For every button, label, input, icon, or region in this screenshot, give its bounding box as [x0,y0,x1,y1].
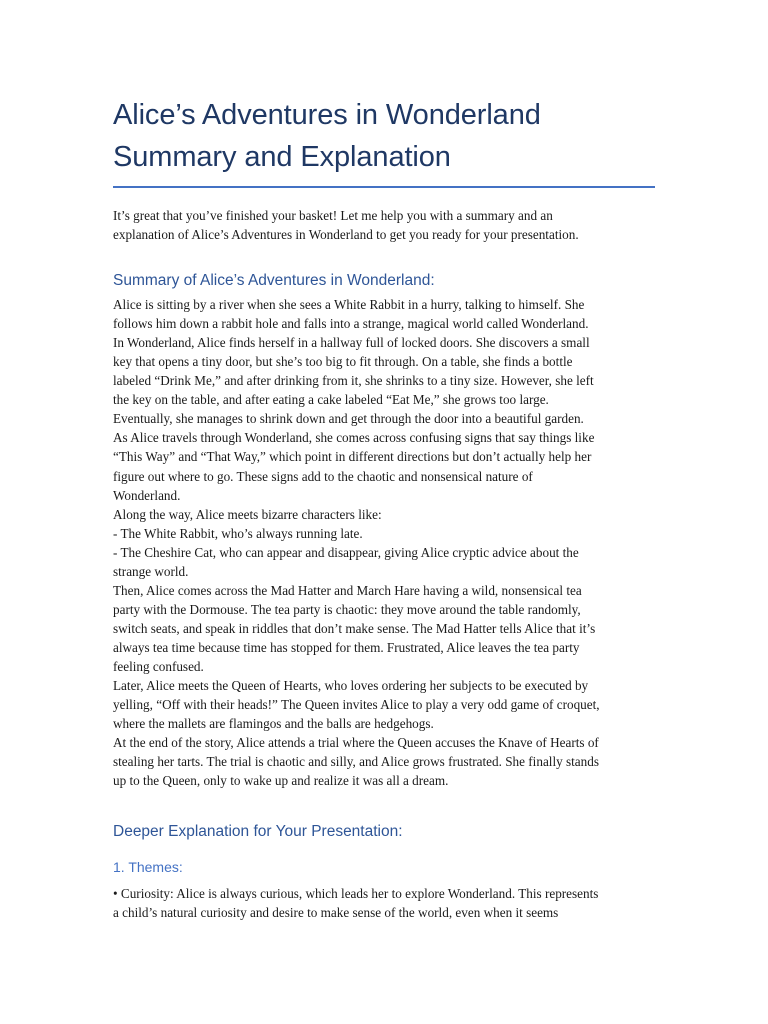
text-line: feeling confused. [113,658,204,674]
text-line: - The Cheshire Cat, who can appear and disappear, giving Alice cryptic advice about the [113,544,579,560]
text-line: follows him down a rabbit hole and falls into a strange, magical world called Wonderland. [113,316,589,332]
text-line: where the mallets are flamingos and the balls are hedgehogs. [113,716,434,732]
text-line: Then, Alice comes across the Mad Hatter and March Hare having a wild, nonsensical tea [113,582,582,598]
deeper-explanation-heading: Deeper Explanation for Your Presentation: [113,823,403,841]
text-line: the key on the table, and after eating a cake labeled “Eat Me,” she grows too large. [113,392,549,408]
text-line: Eventually, she manages to shrink down and get through the door into a beautiful garden. [113,411,584,427]
text-line: Along the way, Alice meets bizarre characters like: [113,506,382,522]
text-line: Alice is sitting by a river when she sees a White Rabbit in a hurry, talking to himself. She [113,297,585,313]
document-title [113,94,655,178]
text-line: “This Way” and “That Way,” which point in different directions but don’t actually help her [113,449,592,465]
text-line: At the end of the story, Alice attends a trial where the Queen accuses the Knave of Hearts of [113,735,599,751]
text-line: It’s great that you’ve finished your basket! Let me help you with a summary and an [113,208,553,223]
text-line: - The White Rabbit, who’s always running late. [113,525,363,541]
text-line: In Wonderland, Alice finds herself in a hallway full of locked doors. She discovers a small [113,335,590,351]
text-line: always tea time because time has stopped for them. Frustrated, Alice leaves the tea party [113,639,580,655]
text-line: up to the Queen, only to wake up and realize it was all a dream. [113,773,449,789]
themes-paragraph [113,884,655,922]
title-line-1: Alice’s Adventures in Wonderland [113,99,541,131]
summary-heading: Summary of Alice’s Adventures in Wonderland: [113,272,435,290]
text-line: As Alice travels through Wonderland, she comes across confusing signs that say things like [113,430,595,446]
text-line: a child’s natural curiosity and desire to make sense of the world, even when it seems [113,905,559,921]
text-line: strange world. [113,563,189,579]
text-line: yelling, “Off with their heads!” The Queen invites Alice to play a very odd game of croquet, [113,697,600,713]
text-line: labeled “Drink Me,” and after drinking from it, she shrinks to a tiny size. However, she left [113,373,594,389]
text-line: stealing her tarts. The trial is chaotic and silly, and Alice grows frustrated. She finally stands [113,754,599,770]
title-line-2: Summary and Explanation [113,141,451,173]
text-line: figure out where to go. These signs add to the chaotic and nonsensical nature of [113,468,533,484]
text-line: explanation of Alice’s Adventures in Wonderland to get you ready for your presentation. [113,227,579,243]
text-line: key that opens a tiny door, but she’s too big to fit through. On a table, she finds a bottle [113,354,573,370]
document-page [113,0,655,1024]
text-line: Later, Alice meets the Queen of Hearts, who loves ordering her subjects to be executed by [113,678,589,694]
title-underline [113,186,655,188]
text-line: Wonderland. [113,487,181,503]
intro-paragraph [113,206,655,244]
summary-paragraph [113,295,655,790]
themes-heading: 1. Themes: [113,859,183,876]
text-line: switch seats, and speak in riddles that don’t make sense. The Mad Hatter tells Alice that it’s [113,620,596,636]
text-line: • Curiosity: Alice is always curious, which leads her to explore Wonderland. This represents [113,886,599,902]
text-line: party with the Dormouse. The tea party is chaotic: they move around the table randomly, [113,601,581,617]
